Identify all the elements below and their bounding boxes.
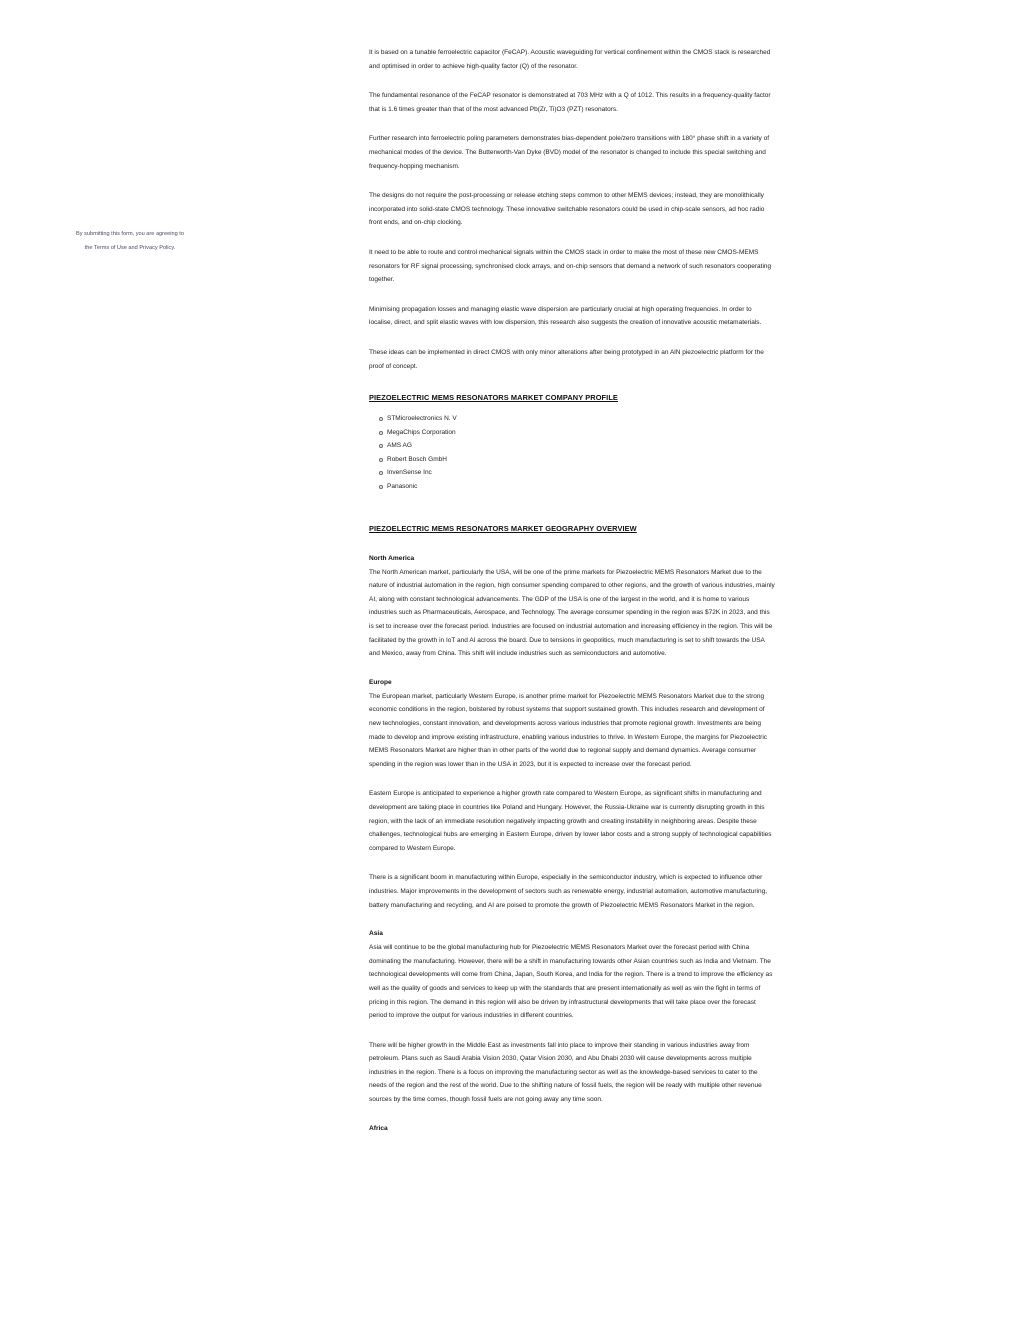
company-list	[369, 412, 775, 494]
intro-paragraph-6: Minimising propagation losses and managing elastic wave dispersion are particularly crucial at high operating frequencies. In order to localise, direct, and split elastic waves with low dispersion, this research also suggests the creation of innovative acoustic metamaterials.	[369, 305, 762, 327]
list-item: Robert Bosch GmbH	[387, 453, 775, 467]
intro-paragraph-2: The fundamental resonance of the FeCAP resonator is demonstrated at 703 MHz with a Q of 1012. This results in a frequency-quality factor that is 1.6 times greater than that of the most advanced Pb(Zr, Ti)O3 (PZT) resonators.	[369, 92, 771, 113]
intro-paragraph-4: The designs do not require the post-processing or release etching steps common to other MEMS devices; instead, they are monolithically incorporated into solid-state CMOS technology. These innovative switchable resonators could be used in chip-scale sensors, ad hoc radio front ends, and on-chip clocking.	[369, 192, 765, 227]
geography-overview-heading: PIEZOELECTRIC MEMS RESONATORS MARKET GEOGRAPHY OVERVIEW	[369, 523, 637, 533]
region-title-north-america: North America	[369, 554, 415, 562]
intro-paragraph-3: Further research into ferroelectric poling parameters demonstrates bias-dependent pole/zero transitions with 180° phase shift in a variety of mechanical modes of the device. The Butterworth-Van Dyke (BVD) model of the resonator is changed to include this special switching and frequency-hopping mechanism.	[369, 135, 770, 170]
company-profile-heading: PIEZOELECTRIC MEMS RESONATORS MARKET COMPANY PROFILE	[369, 393, 618, 403]
list-item: AMS AG	[387, 439, 775, 453]
article-content	[369, 46, 775, 1136]
europe-paragraph-2: Eastern Europe is anticipated to experience a higher growth rate compared to Western Europe, as significant shifts in manufacturing and development are taking place in countries like Poland and Hungary. However, the Russia-Ukraine war is currently disrupting growth in this region, with the lack of an immediate resolution negatively impacting growth and creating instability in neighboring areas. Despite these challenges, technological hubs are emerging in Eastern Europe, driven by lower labor costs and a strong supply of technological capabilities compared to Western Europe.	[369, 790, 772, 852]
asia-paragraph-2: There will be higher growth in the Middle East as investments fall into place to improve their standing in various industries away from petroleum. Plans such as Saudi Arabia Vision 2030, Qatar Vision 2030, and Abu Dhabi 2030 will cause developments across multiple industries in the region. There is a focus on improving the manufacturing sector as well as the knowledge-based services to cater to the needs of the region and the rest of the world. Due to the shifting nature of fossil fuels, the region will be ready with multiple other revenue sources by the time comes, though fossil fuels are not going away any time soon.	[369, 1041, 762, 1104]
consent-text-line1: By submitting this form, you are agreeing to	[76, 231, 184, 237]
europe-paragraph-3: There is a significant boom in manufacturing within Europe, especially in the semiconductor industry, which is expected to influence other industries. Major improvements in the development of sectors such as renewable energy, industrial automation, automotive manufacturing, battery manufacturing and recycling, and AI are poised to promote the growth of Piezoelectric MEMS Resonators Market in the region.	[369, 874, 768, 909]
list-item: Panasonic	[387, 480, 775, 494]
list-item: InvenSense Inc	[387, 466, 775, 480]
north-america-paragraph-1: The North American market, particularly the USA, will be one of the prime markets for Piezoelectric MEMS Resonators Market due to the nature of industrial automation in the region, high consumer spending compared to other regions, and the growth of various industries, mainly AI, along with constant technological advancements. The GDP of the USA is one of the largest in the world, and it is home to various industries such as Pharmaceuticals, Aerospace, and Technology. The average consumer spending in the region was $72K in 2023, and this is set to increase over the forecast period. Industries are focused on industrial automation and increasing efficiency in the region. This will be facilitated by the growth in IoT and AI across the board. Due to tensions in geopolitics, much manufacturing is set to shift towards the USA and Mexico, away from China. This shift will include industries such as semiconductors and automotive.	[369, 568, 775, 658]
europe-paragraph-1: The European market, particularly Western Europe, is another prime market for Piezoelectric MEMS Resonators Market due to the strong economic conditions in the region, bolstered by robust systems that support sustained growth. This includes research and development of new technologies, constant innovation, and developments across various industries that promote regional growth. Investments are being made to develop and improve existing infrastructure, enabling various industries to thrive. In Western Europe, the margins for Piezoelectric MEMS Resonators Market are higher than in other parts of the world due to regional supply and demand dynamics. Average consumer spending in the region was lower than in the USA in 2023, but it is expected to increase over the forecast period.	[369, 692, 768, 768]
intro-paragraph-1: It is based on a tunable ferroelectric capacitor (FeCAP). Acoustic waveguiding for vertical confinement within the CMOS stack is researched and optimised in order to achieve high-quality factor (Q) of the resonator.	[369, 49, 771, 70]
region-title-europe: Europe	[369, 678, 392, 686]
terms-privacy-link[interactable]: the Terms of Use and Privacy Policy.	[84, 245, 176, 251]
list-item: STMicroelectronics N. V	[387, 412, 775, 426]
region-title-asia: Asia	[369, 930, 383, 938]
intro-paragraph-7: These ideas can be implemented in direct CMOS with only minor alterations after being prototyped in an AlN piezoelectric platform for the proof of concept.	[369, 348, 764, 370]
asia-paragraph-1: Asia will continue to be the global manufacturing hub for Piezoelectric MEMS Resonators Market over the forecast period with China dominating the manufacturing. However, there will be a shift in manufacturing towards other Asian countries such as India and Vietnam. The technological developments will come from China, Japan, South Korea, and India for the region. There is a trend to improve the efficiency as well as the quality of goods and services to keep up with the standards that are present internationally as well as win the fight in terms of pricing in this region. The demand in this region will also be driven by infrastructural developments that will take place over the forecast period to improve the output for various industries in different countries.	[369, 944, 773, 1020]
intro-paragraph-5: It need to be able to route and control mechanical signals within the CMOS stack in order to make the most of these new CMOS-MEMS resonators for RF signal processing, synchronised clock arrays, and on-chip sensors that demand a network of such resonators cooperating together.	[369, 248, 772, 284]
form-consent-note	[60, 227, 200, 255]
list-item: MegaChips Corporation	[387, 426, 775, 440]
region-title-africa: Africa	[369, 1124, 388, 1132]
